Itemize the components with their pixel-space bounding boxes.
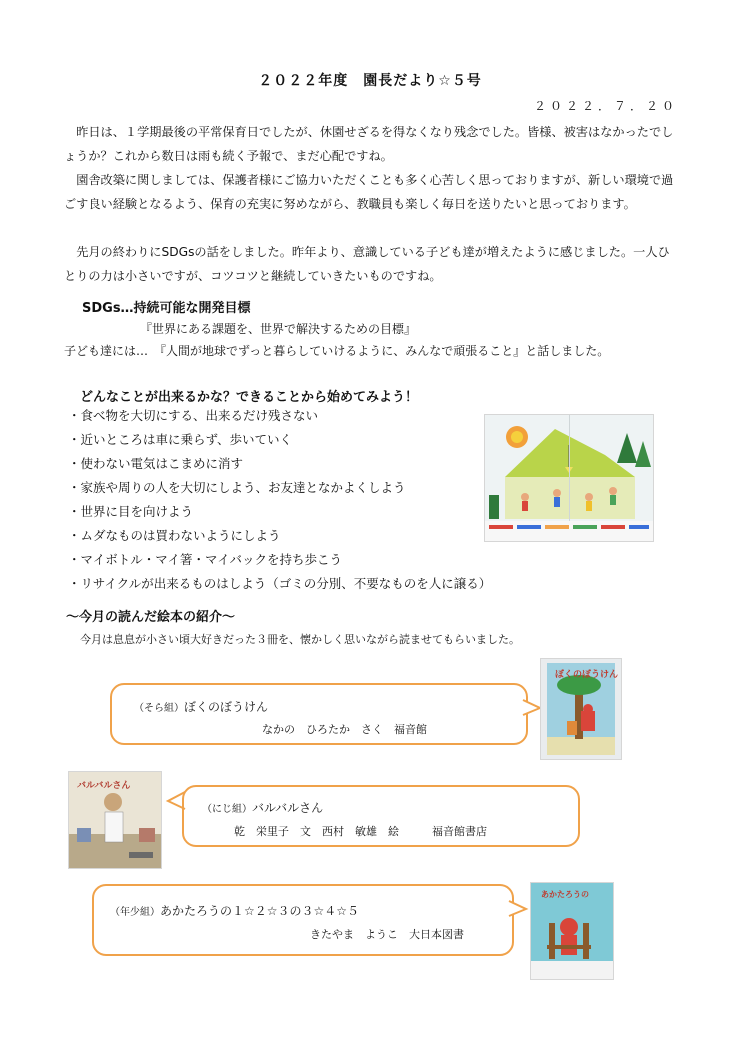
list-item: ・マイボトル・マイ箸・マイバックを持ち歩こう bbox=[68, 552, 343, 567]
list-item: ・家族や周りの人を大切にしよう、お友達となかよくしよう bbox=[68, 480, 406, 495]
bubble-pointer bbox=[508, 899, 530, 919]
list-item: ・食べ物を大切にする、出来るだけ残さない bbox=[68, 408, 319, 423]
book-cover-photo bbox=[530, 882, 614, 980]
book-title: バルバルさん bbox=[252, 801, 324, 815]
sdgs-children-line: 子ども達には… 『人間が地球でずっと暮らしていけるように、みんなで頑張ること』と話しました。 bbox=[64, 344, 610, 358]
book-bubble-nensho bbox=[92, 884, 514, 956]
book-cover-photo bbox=[540, 658, 622, 760]
paragraph-2: 園舎改築に関しましては、保護者様にご協力いただくことも多く心苦しく思っておりますが、新しい環境で過ごす良い経験となるよう、保育の充実に努めながら、教職員も楽しく毎日を送りたいと思っております。 bbox=[64, 173, 674, 211]
paragraph-3: 先月の終わりにSDGsの話をしました。昨年より、意識している子ども達が増えたように感じました。一人ひとりの力は小さいですが、コツコツと継続していきたいものですね。 bbox=[64, 245, 670, 283]
list-item: ・リサイクルが出来るものはしよう（ゴミの分別、不要なものを人に譲る） bbox=[68, 576, 492, 591]
page-title: ２０２２年度 園長だより☆５号 bbox=[258, 73, 482, 89]
book-title: ぼくのぼうけん bbox=[184, 700, 269, 714]
book-credit: きたやま ようこ 大日本図書 bbox=[310, 928, 464, 941]
house-illustration bbox=[485, 415, 653, 541]
books-heading: ～今月の読んだ絵本の紹介～ bbox=[66, 610, 236, 625]
cover-title-text: ぼくのぼうけん bbox=[555, 670, 619, 680]
sdgs-heading: SDGs…持続可能な開発目標 bbox=[82, 301, 251, 316]
action-list bbox=[68, 404, 491, 596]
list-item: ・ムダなものは買わないようにしよう bbox=[68, 528, 281, 543]
book-bubble-niji bbox=[182, 785, 580, 847]
class-name: （年少組） bbox=[110, 907, 160, 918]
book-cover-photo bbox=[68, 771, 162, 869]
book-credit: なかの ひろたか さく 福音館 bbox=[262, 723, 427, 736]
list-item: ・世界に目を向けよう bbox=[68, 504, 194, 519]
list-item: ・近いところは車に乗らず、歩いていく bbox=[68, 432, 293, 447]
class-name: （そら組） bbox=[134, 703, 184, 714]
paragraph-1: 昨日は、１学期最後の平常保育日でしたが、休園せざるを得なくなり残念でした。皆様、被害はなかったでしょうか？これから数日は雨も続く予報で、まだ心配ですね。 bbox=[64, 125, 674, 163]
sdgs-definition: 『世界にある課題を、世界で解決するための目標』 bbox=[140, 322, 417, 336]
cover-title-text: バルバルさん bbox=[77, 781, 131, 791]
books-intro: 今月は息息が小さい頃大好きだった３冊を、懐かしく思いながら読ませてもらいました。 bbox=[80, 633, 520, 646]
sdgs-illustration-photo bbox=[484, 414, 654, 542]
book-class-label bbox=[110, 900, 359, 919]
list-item: ・使わない電気はこまめに消す bbox=[68, 456, 244, 471]
cover-title-text: あかたろうの bbox=[541, 890, 589, 899]
book-class-label bbox=[202, 797, 323, 816]
actions-heading: どんなことが出来るかな？できることから始めてみよう！ bbox=[80, 390, 419, 405]
class-name: （にじ組） bbox=[202, 804, 252, 815]
book-title: あかたろうの１☆２☆３の３☆４☆５ bbox=[160, 904, 360, 918]
issue-date: ２０２２．７．２０ bbox=[533, 99, 678, 113]
book-bubble-sora bbox=[110, 683, 528, 745]
book-class-label bbox=[134, 696, 268, 715]
book-credit: 乾 栄里子 文 西村 敏雄 絵 福音館書店 bbox=[234, 825, 487, 838]
